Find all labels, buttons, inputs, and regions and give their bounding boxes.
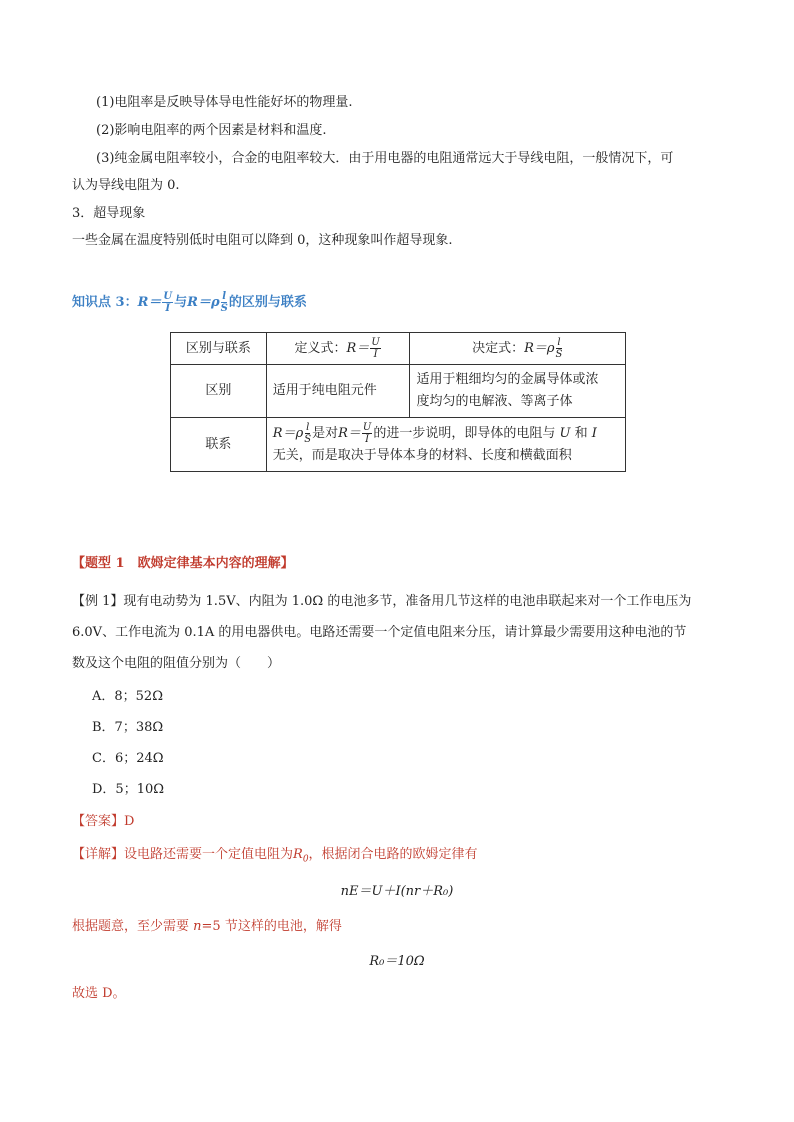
superconductivity-text: 一些金属在温度特别低时电阻可以降到 0，这种现象叫作超导现象. — [72, 233, 453, 248]
explanation-line2-prefix: 根据题意，至少需要 — [72, 919, 190, 934]
explanation-prefix: 【详解】设电路还需要一个定值电阻为 — [72, 847, 294, 862]
conn-mid: 是对 — [312, 426, 339, 441]
superconductivity-heading: 3．超导现象 — [72, 206, 146, 221]
determination-r: R＝ρ — [524, 341, 555, 356]
equation-1: nE＝U＋I(nr＋R₀) — [340, 884, 454, 899]
explanation-line-1 — [72, 846, 478, 869]
definition-fraction — [370, 337, 380, 360]
answer-label: 【答案】D — [72, 814, 135, 829]
kp-r-rho: R＝ρ — [187, 295, 220, 310]
conn-u-var: U — [559, 426, 571, 441]
conn-r-eq: R＝ — [338, 426, 361, 441]
definition-r: R＝ — [346, 341, 370, 356]
comparison-table — [170, 332, 626, 472]
explanation-line2-suffix: =5 节这样的电池，解得 — [201, 919, 342, 934]
table-header-definition — [266, 333, 410, 365]
kp-mid: 与 — [174, 295, 188, 310]
table-row-difference — [171, 365, 626, 418]
table-header-relation: 区别与联系 — [171, 333, 267, 365]
kp-suffix: 的区别与联系 — [228, 295, 307, 310]
explanation-r0: R — [293, 847, 303, 862]
conn-fraction-ui — [362, 422, 372, 445]
example-line-2: 6.0V、工作电流为 0.1A 的用电器供电。电路还需要一个定值电阻来分压，请计算最少需要用这种电池的节 — [72, 625, 687, 640]
explanation-n: n — [193, 919, 202, 934]
determination-fraction — [556, 337, 563, 360]
resistivity-point-2: (2)影响电阻率的两个因素是材料和温度. — [96, 123, 327, 138]
definition-u: U — [371, 337, 380, 348]
row-connection-line2: 无关，而是取决于导体本身的材料、长度和横截面积 — [272, 448, 572, 463]
option-a: A．8；52Ω — [92, 689, 163, 704]
kp-i: I — [165, 303, 171, 314]
row-difference-det-line1: 适用于粗细均匀的金属导体或浓 — [416, 372, 599, 387]
resistivity-point-1: (1)电阻率是反映导体导电性能好坏的物理量. — [96, 95, 353, 110]
conclusion: 故选 D。 — [72, 986, 126, 1001]
row-connection-line1 — [273, 422, 619, 445]
resistivity-point-3-line2: 认为导线电阻为 0. — [72, 178, 180, 193]
conn-tail: 的进一步说明，即导体的电阻与 — [373, 426, 556, 441]
knowledge-point-heading — [72, 288, 307, 318]
determination-l: l — [557, 337, 561, 348]
kp-s: S — [220, 303, 228, 314]
table-header-row — [171, 333, 626, 365]
row-difference-label: 区别 — [171, 365, 267, 418]
problem-type-heading: 【题型 1 欧姆定律基本内容的理解】 — [72, 556, 294, 571]
kp-l: l — [222, 291, 227, 302]
kp-fraction-ls — [221, 291, 228, 314]
table-header-determination — [410, 333, 626, 365]
explanation-r0-sub: 0 — [302, 854, 309, 865]
determination-prefix: 决定式： — [472, 341, 525, 356]
equation-2: R₀＝10Ω — [369, 954, 425, 969]
resistivity-point-3-line1: (3)纯金属电阻率较小，合金的电阻率较大．由于用电器的电阻通常远大于导线电阻，一般情况下，可 — [96, 151, 674, 166]
table-row-connection — [171, 418, 626, 472]
conn-u: U — [362, 422, 372, 433]
conn-s: S — [304, 434, 312, 445]
option-d: D．5；10Ω — [92, 782, 165, 797]
kp-fraction-ui — [162, 291, 173, 314]
conn-i: I — [365, 434, 370, 445]
example-line-3: 数及这个电阻的阻值分别为（ ） — [72, 656, 281, 671]
row-difference-det-line2: 度均匀的电解液、等离子体 — [416, 394, 573, 409]
row-difference-definition: 适用于纯电阻元件 — [266, 365, 410, 418]
kp-u: U — [163, 291, 173, 302]
definition-i: I — [373, 349, 378, 360]
determination-s: S — [555, 349, 563, 360]
kp-prefix: 知识点 3： — [72, 295, 138, 310]
conn-r-rho: R＝ρ — [272, 426, 304, 441]
conn-i-var: I — [591, 426, 597, 441]
definition-prefix: 定义式： — [294, 341, 347, 356]
option-c: C．6；24Ω — [92, 751, 164, 766]
explanation-suffix: ，根据闭合电路的欧姆定律有 — [308, 847, 478, 862]
kp-r-eq: R＝ — [137, 295, 162, 310]
conn-and: 和 — [574, 426, 588, 441]
row-connection-content — [266, 418, 625, 472]
conn-l: l — [306, 422, 310, 433]
row-difference-determination — [410, 365, 626, 418]
conn-fraction-ls — [304, 422, 311, 445]
option-b: B．7；38Ω — [92, 720, 164, 735]
example-line-1: 【例 1】现有电动势为 1.5V、内阻为 1.0Ω 的电池多节，准备用几节这样的电池串联起来对一个工作电压为 — [72, 594, 692, 609]
row-connection-label: 联系 — [171, 418, 267, 472]
explanation-line-2 — [72, 918, 342, 936]
